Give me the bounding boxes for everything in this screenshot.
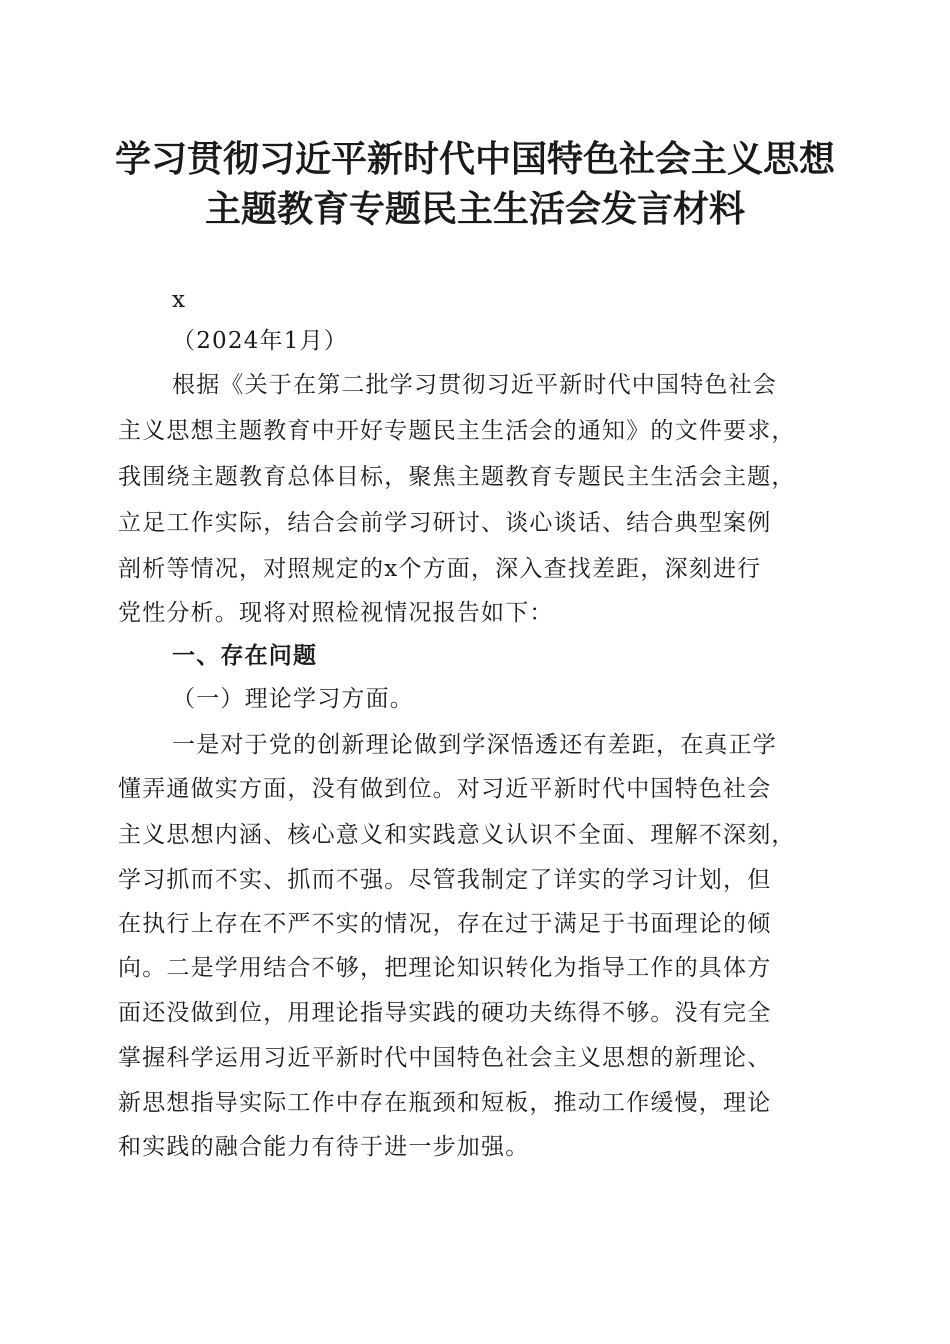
body-paragraph-line: 面还没做到位，用理论指导实践的硬功夫练得不够。没有完全 (118, 1000, 772, 1026)
intro-paragraph-line: 剖析等情况，对照规定的x个方面，深入查找差距，深刻进行 (118, 556, 762, 582)
intro-paragraph-line: 根据《关于在第二批学习贯彻习近平新时代中国特色社会 (172, 372, 777, 398)
date-line: （2024年1月） (172, 328, 348, 354)
intro-paragraph-line: 立足工作实际，结合会前学习研讨、谈心谈话、结合典型案例 (118, 510, 772, 536)
body-paragraph-line: 在执行上存在不严不实的情况，存在过于满足于书面理论的倾 (118, 911, 772, 937)
body-paragraph-line: 主义思想内涵、核心意义和实践意义认识不全面、理解不深刻， (118, 822, 796, 848)
intro-paragraph-line: 党性分析。现将对照检视情况报告如下： (118, 600, 554, 626)
body-paragraph-line: 向。二是学用结合不够，把理论知识转化为指导工作的具体方 (118, 955, 772, 981)
document-title-line-1: 学习贯彻习近平新时代中国特色社会主义思想 (114, 138, 835, 180)
body-paragraph-line: 和实践的融合能力有待于进一步加强。 (118, 1134, 530, 1160)
intro-paragraph-line: 我围绕主题教育总体目标，聚焦主题教育专题民主生活会主题， (118, 464, 796, 490)
document-title-line-2: 主题教育专题民主生活会发言材料 (204, 188, 745, 230)
subsection-heading: （一）理论学习方面。 (172, 686, 414, 712)
author-line: x (172, 287, 187, 313)
intro-paragraph-line: 主义思想主题教育中开好专题民主生活会的通知》的文件要求， (118, 418, 796, 444)
body-paragraph-line: 一是对于党的创新理论做到学深悟透还有差距，在真正学 (172, 732, 777, 758)
body-paragraph-line: 学习抓而不实、抓而不强。尽管我制定了详实的学习计划，但 (118, 867, 772, 893)
body-paragraph-line: 新思想指导实际工作中存在瓶颈和短板，推动工作缓慢，理论 (118, 1090, 772, 1116)
body-paragraph-line: 掌握科学运用习近平新时代中国特色社会主义思想的新理论、 (118, 1045, 772, 1071)
body-paragraph-line: 懂弄通做实方面，没有做到位。对习近平新时代中国特色社会 (118, 776, 772, 802)
section-heading: 一、存在问题 (172, 642, 318, 669)
